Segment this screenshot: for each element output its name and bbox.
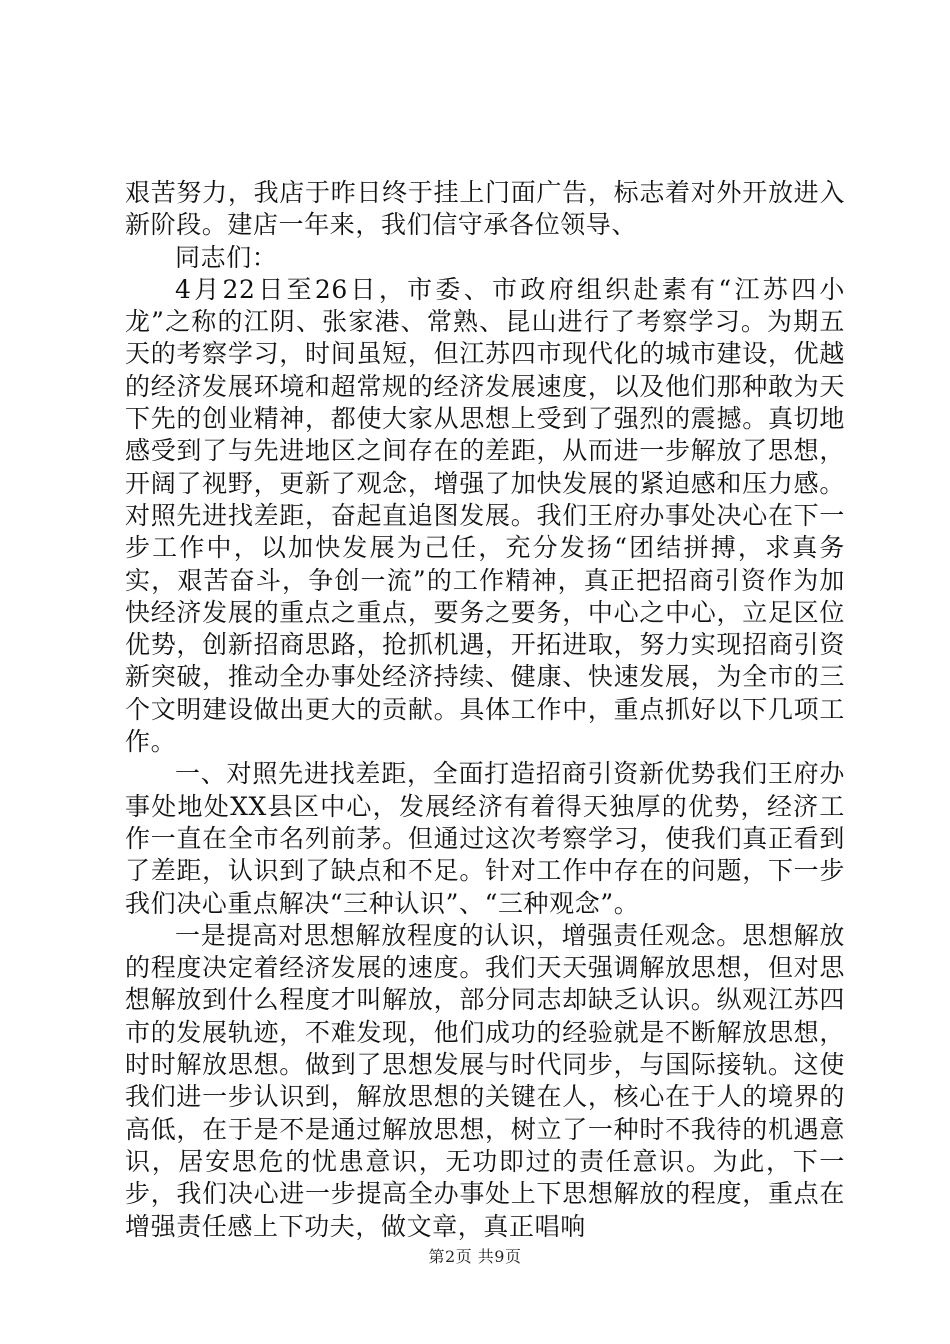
document-body xyxy=(125,177,845,1243)
paragraph-1: 艰苦努力，我店于昨日终于挂上门面广告，标志着对外开放进入新阶段。建店一年来，我们信守承各位领导、 xyxy=(125,178,845,240)
paragraph-3: 4月22日至26日，市委、市政府组织赴素有“江苏四小龙”之称的江阴、张家港、常熟、昆山进行了考察学习。为期五天的考察学习，时间虽短，但江苏四市现代化的城市建设，优越的经济发展环境和超常规的经济发展速度，以及他们那种敢为天下先的创业精神，都使大家从思想上受到了强烈的震撼。真切地感受到了与先进地区之间存在的差距，从而进一步解放了思想，开阔了视野，更新了观念，增强了加快发展的紧迫感和压力感。对照先进找差距，奋起直追图发展。我们王府办事处决心在下一步工作中，以加快发展为己任，充分发扬“团结拼搏，求真务实，艰苦奋斗，争创一流”的工作精神，真正把招商引资作为加快经济发展的重点之重点，要务之要务，中心之中心，立足区位优势，创新招商思路，抢抓机遇，开拓进取，努力实现招商引资新突破，推动全办事处经济持续、健康、快速发展，为全市的三个文明建设做出更大的贡献。具体工作中，重点抓好以下几项工作。 xyxy=(125,274,845,757)
paragraph-salutation: 同志们： xyxy=(175,242,278,272)
paragraph-4: 一、对照先进找差距，全面打造招商引资新优势我们王府办事处地处XX县区中心，发展经济有着得天独厚的优势，经济工作一直在全市名列前茅。但通过这次考察学习，使我们真正看到了差距，认识到了缺点和不足。针对工作中存在的问题，下一步我们决心重点解决“三种认识”、“三种观念”。 xyxy=(125,759,845,918)
page-footer: 第2页 共9页 xyxy=(428,1247,522,1266)
paragraph-5: 一是提高对思想解放程度的认识，增强责任观念。思想解放的程度决定着经济发展的速度。我们天天强调解放思想，但对思想解放到什么程度才叫解放，部分同志却缺乏认识。纵观江苏四市的发展轨迹，不难发现，他们成功的经验就是不断解放思想，时时解放思想。做到了思想发展与时代同步，与国际接轨。这使我们进一步认识到，解放思想的关键在人，核心在于人的境界的高低，在于是不是通过解放思想，树立了一种时不我待的机遇意识，居安思危的忧患意识，无功即过的责任意识。为此，下一步，我们决心进一步提高全办事处上下思想解放的程度，重点在增强责任感上下功夫，做文章，真正唱响 xyxy=(125,920,845,1241)
